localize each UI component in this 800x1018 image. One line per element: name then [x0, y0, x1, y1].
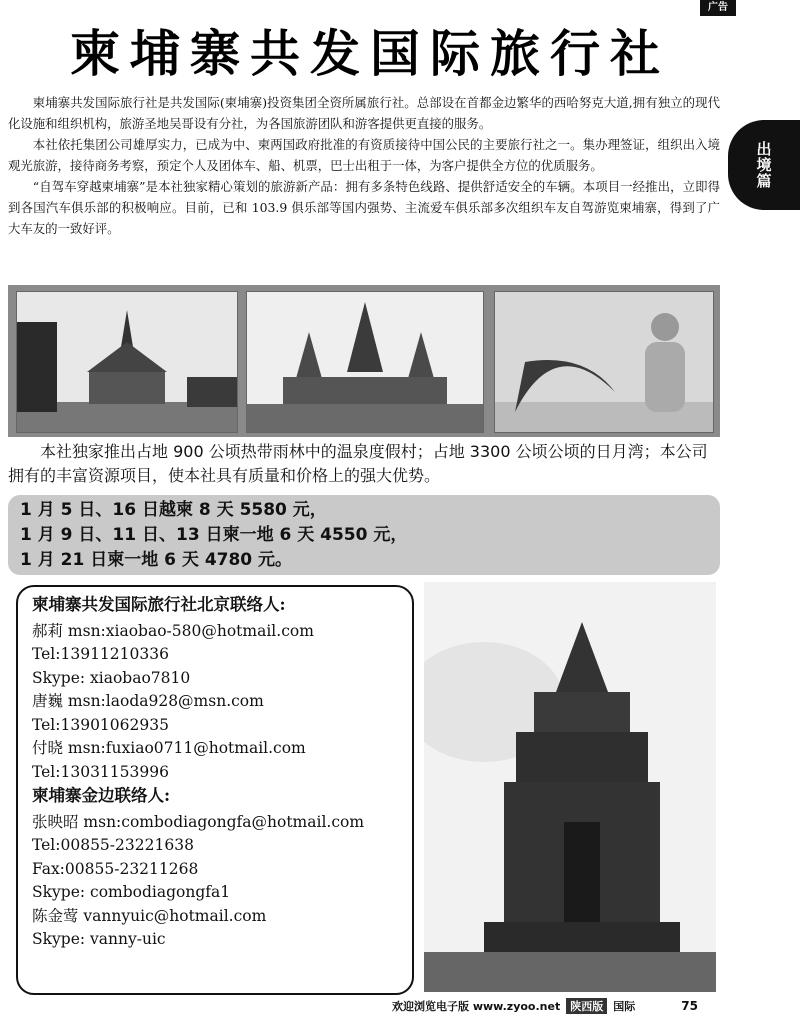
beijing-contacts-heading: 柬埔寨共发国际旅行社北京联络人:: [32, 595, 286, 614]
price-line: 1 月 21 日柬一地 6 天 4780 元。: [20, 550, 293, 570]
page-title: 柬埔寨共发国际旅行社: [70, 24, 670, 83]
price-line: 1 月 5 日、16 日越柬 8 天 5580 元，: [20, 500, 327, 520]
contact-line: Skype: vanny-uic: [32, 930, 166, 948]
intro-paragraph: 柬埔寨共发国际旅行社是共发国际(柬埔寨)投资集团全资所属旅行社。总部设在首都金边繁华的西哈努克大道,拥有独立的现代化设施和组织机构，旅游圣地吴哥设有分社，为各国旅游团队和游客提供更直接的服务。: [8, 95, 720, 131]
contact-line: Skype: xiaobao7810: [32, 668, 191, 687]
promo-text: [8, 440, 720, 488]
footer-site: 欢迎浏览电子版 www.zyoo.net: [392, 1000, 561, 1013]
contact-line: 陈金莺 vannyuic@hotmail.com: [32, 906, 267, 925]
photo-strip: [8, 285, 720, 437]
promo-paragraph: 本社独家推出占地 900 公顷热带雨林中的温泉度假村；占地 3300 公顷公顷的日月湾；本公司拥有的丰富资源项目，使本社具有质量和价格上的强大优势。: [8, 442, 708, 485]
contact-line: Skype: combodiagongfa1: [32, 883, 231, 901]
price-list: [8, 495, 720, 575]
contact-line: Tel:13031153996: [32, 762, 169, 781]
contact-line: 张映昭 msn:combodiagongfa@hotmail.com: [32, 812, 365, 831]
intro-paragraph: 本社依托集团公司雄厚实力，已成为中、柬两国政府批准的有资质接待中国公民的主要旅行社之一。集办理签证，组织出入境观光旅游，接待商务考察，预定个人及团体车、船、机票，巴士出租于一体，为客户提供全方位的优质服务。: [8, 137, 720, 173]
contact-line: Tel:13911210336: [32, 645, 169, 663]
contact-line: Fax:00855-23211268: [32, 859, 199, 878]
footer: [392, 996, 792, 1016]
contact-line: 付晓 msn:fuxiao0711@hotmail.com: [32, 739, 306, 757]
section-tab: [728, 120, 800, 210]
monument-photo: [424, 582, 716, 992]
edition-badge: 陕西版: [566, 998, 607, 1014]
intro-text: [8, 92, 720, 239]
section-tab-label: 出境篇: [754, 141, 773, 189]
phnom-penh-contacts-heading: 柬埔寨金边联络人:: [32, 786, 171, 805]
ad-tag: 广告: [700, 0, 736, 16]
price-line: 1 月 9 日、11 日、13 日柬一地 6 天 4550 元，: [20, 525, 408, 545]
palace-photo: [16, 291, 238, 433]
contact-line: Tel:13901062935: [32, 715, 169, 734]
contact-line: Tel:00855-23221638: [32, 836, 194, 854]
statue-photo: [494, 291, 714, 433]
angkor-wat-photo: [246, 291, 484, 433]
page-number: 75: [681, 999, 698, 1013]
contact-box: [16, 585, 414, 995]
footer-section: 国际: [613, 1000, 636, 1013]
contact-line: 郝莉 msn:xiaobao-580@hotmail.com: [32, 621, 314, 640]
intro-paragraph: “自驾车穿越柬埔寨”是本社独家精心策划的旅游新产品：拥有多条特色线路、提供舒适安全的车辆。本项目一经推出，立即得到各国汽车俱乐部的积极响应。目前，已和 103.9 俱乐部等国内强势、主流爱车俱乐部多次组织车友自驾游览柬埔寨，得到了广大车友的一致好评。: [8, 179, 720, 236]
contact-line: 唐巍 msn:laoda928@msn.com: [32, 692, 264, 710]
